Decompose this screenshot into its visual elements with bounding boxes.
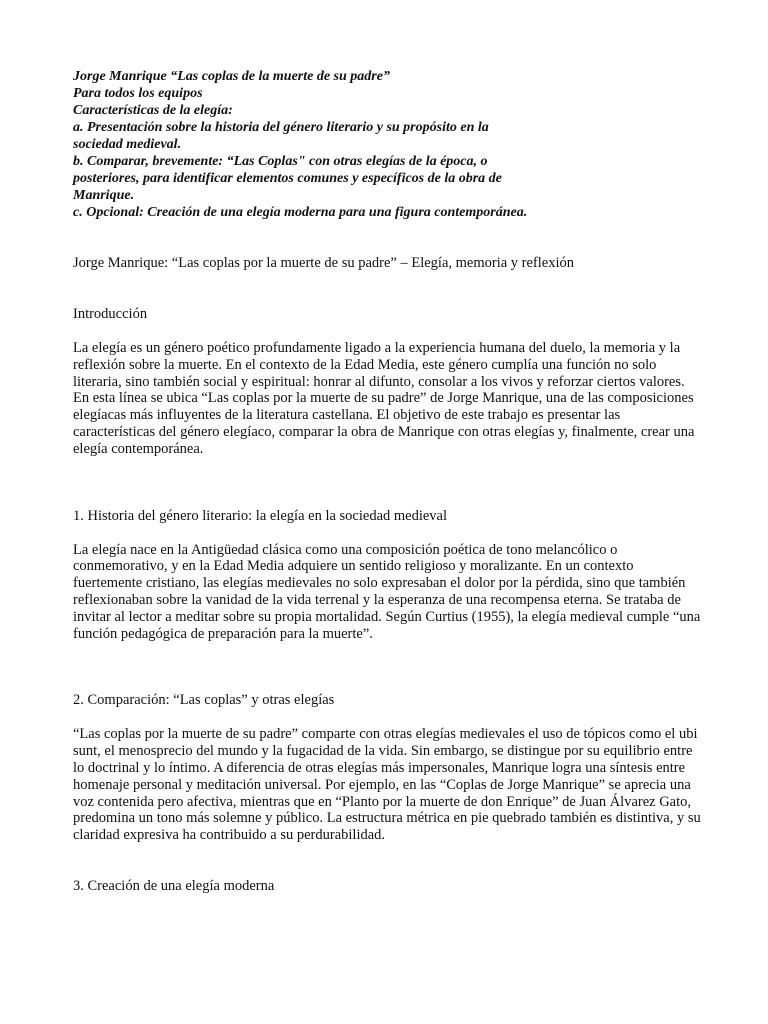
intro-paragraph: La elegía es un género poético profundamente ligado a la experiencia humana del duelo, la memoria y la reflexión sobre la muerte. En el contexto de la Edad Media, este género cumplía una función no solo literaria, sino también social y espiritual: honrar al difunto, consolar a los vivos y reforzar ciertos valores. En esta línea se ubica “Las coplas por la muerte de su padre” de Jorge Manrique, una de las composiciones elegíacas más influyentes de la literatura castellana. El objetivo de este trabajo es presentar las características del género elegíaco, comparar la obra de Manrique con otras elegías y, finalmente, crear una elegía contemporánea. xyxy=(73,340,695,457)
document-title: Jorge Manrique: “Las coplas por la muerte de su padre” – Elegía, memoria y reflexión xyxy=(73,255,575,271)
section-3-heading: 3. Creación de una elegía moderna xyxy=(73,877,275,894)
assignment-title: Jorge Manrique “Las coplas de la muerte de su padre” xyxy=(73,69,390,84)
assignment-item-a: a. Presentación sobre la historia del género literario y su propósito en la sociedad medieval. xyxy=(73,120,489,152)
assignment-item-c: c. Opcional: Creación de una elegía moderna para una figura contemporánea. xyxy=(73,205,528,220)
section-2-heading: 2. Comparación: “Las coplas” y otras elegías xyxy=(73,692,335,709)
intro-heading: Introducción xyxy=(73,306,148,322)
assignment-subtitle: Características de la elegía: xyxy=(73,103,233,118)
assignment-audience: Para todos los equipos xyxy=(73,86,203,101)
section-1-paragraph: La elegía nace en la Antigüedad clásica como una composición poética de tono melancólico o conmemorativo, y en la Edad Media adquiere un sentido religioso y moralizante. En un contexto fuertemente cristiano, las elegías medievales no solo expresaban el dolor por la pérdida, sino que también reflexionaban sobre la vanidad de la vida terrenal y la esperanza de una recompensa eterna. Se trataba de invitar al lector a meditar sobre su propia mortalidad. Según Curtius (1955), la elegía medieval cumple “una función pedagógica de preparación para la muerte”. xyxy=(73,541,701,642)
section-1-heading: 1. Historia del género literario: la elegía en la sociedad medieval xyxy=(73,507,448,524)
section-2-paragraph: “Las coplas por la muerte de su padre” comparte con otras elegías medievales el uso de tópicos como el ubi sunt, el menosprecio del mundo y la fugacidad de la vida. Sin embargo, se distingue por su equilibrio entre lo doctrinal y lo íntimo. A diferencia de otras elegías más impersonales, Manrique logra una síntesis entre homenaje personal y meditación universal. Por ejemplo, en las “Coplas de Jorge Manrique” se aprecia una voz contenida pero afectiva, mientras que en “Planto por la muerte de don Enrique” de Juan Álvarez Gato, predomina un tono más solemne y público. La estructura métrica en pie quebrado también es distintiva, y su claridad expresiva ha contribuido a su perdurabilidad. xyxy=(73,726,701,844)
assignment-header xyxy=(73,68,533,221)
assignment-item-b: b. Comparar, brevemente: “Las Coplas" con otras elegías de la época, o posteriores, para identificar elementos comunes y específicos de la obra de Manrique. xyxy=(73,154,502,203)
document-page xyxy=(73,68,703,895)
